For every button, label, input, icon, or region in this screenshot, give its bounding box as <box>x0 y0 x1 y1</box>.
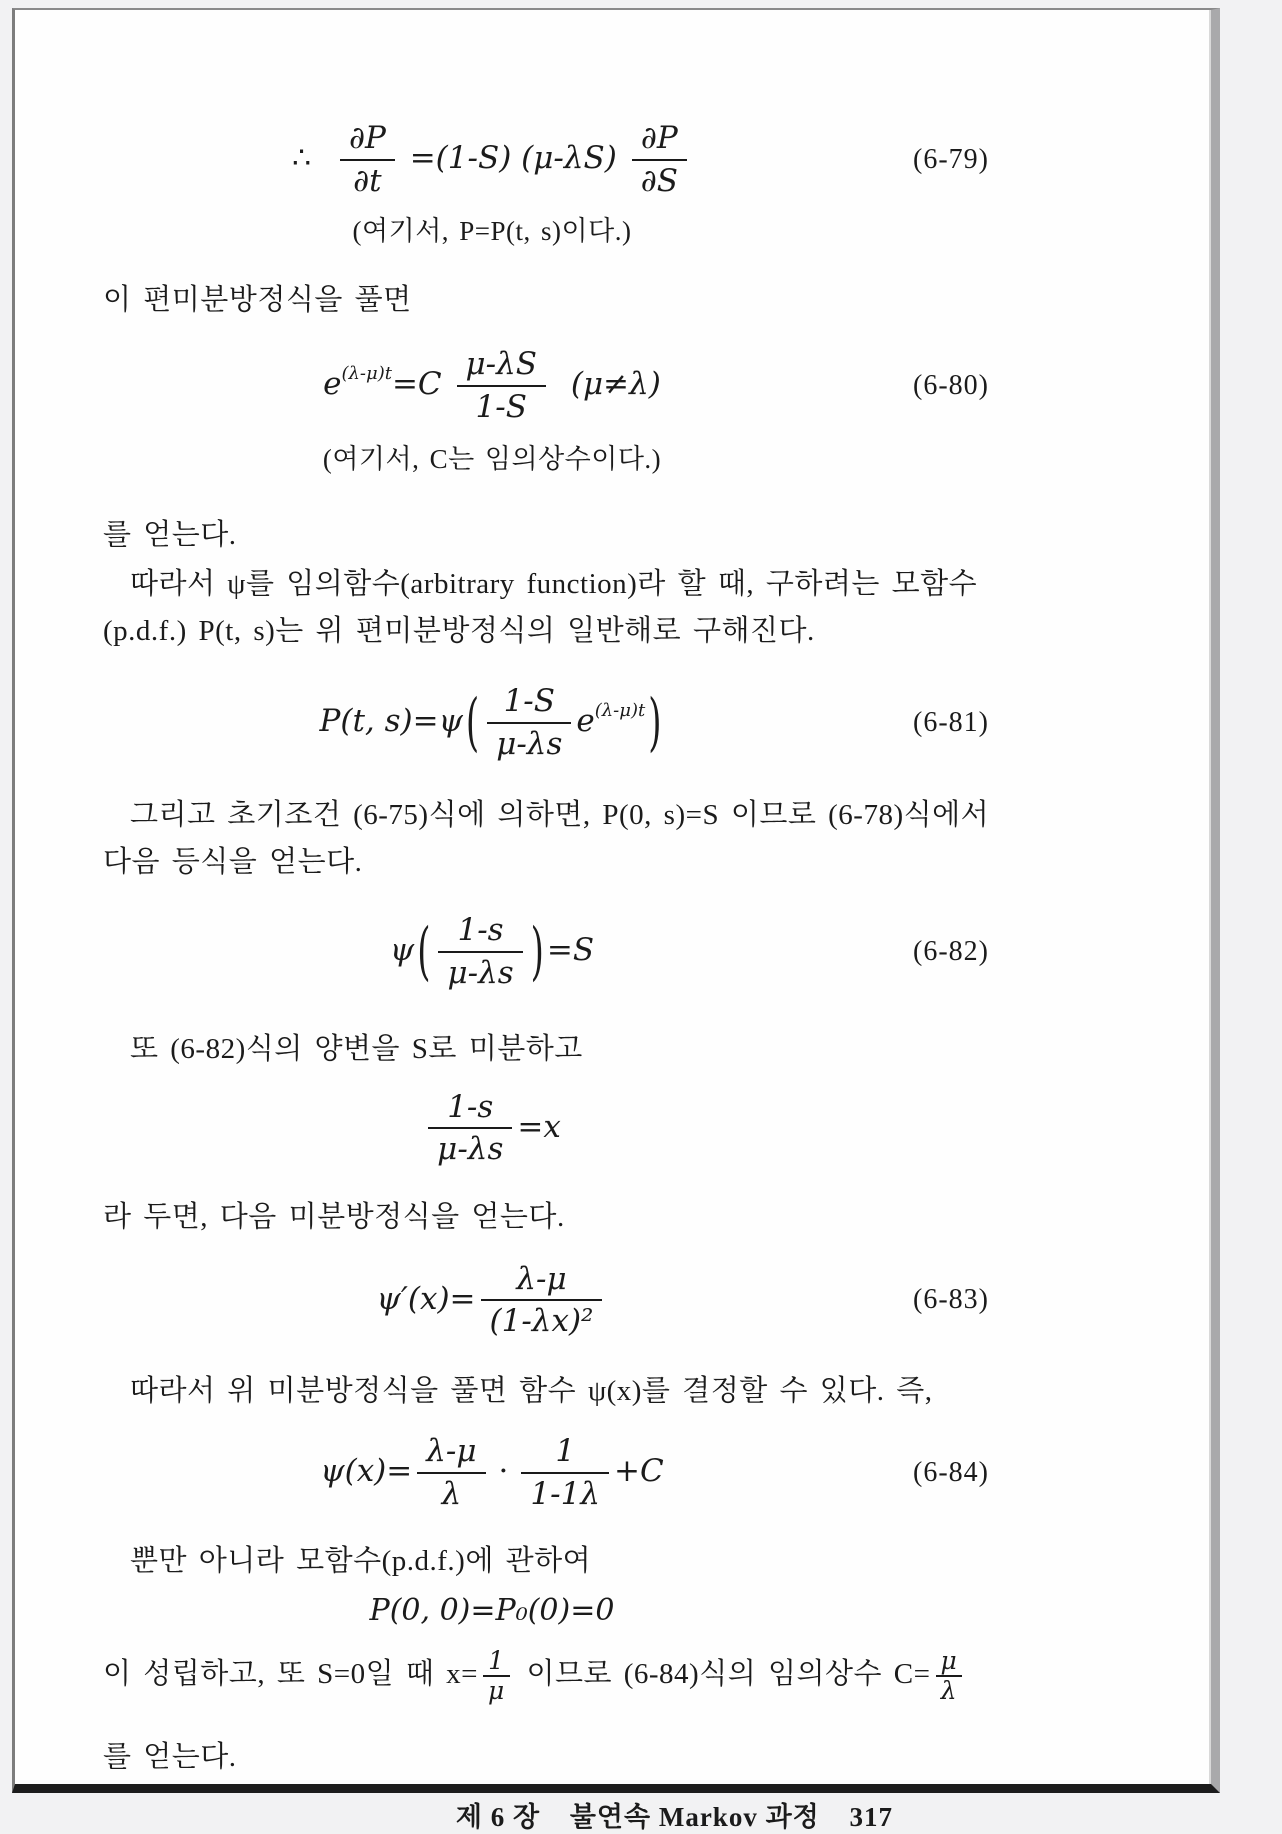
close-paren: ) <box>530 915 544 990</box>
equation-6-80 <box>103 346 1211 425</box>
section-title: 불연속 Markov 과정 <box>569 1802 820 1833</box>
e-base: e <box>576 703 595 740</box>
equation-number: (6-80) <box>913 369 989 401</box>
fraction <box>428 1089 512 1168</box>
equation-lhs: ψ(x)= <box>320 1453 413 1490</box>
paragraph: 라 두면, 다음 미분방정식을 얻는다. <box>103 1200 565 1233</box>
open-paren: ( <box>465 685 480 760</box>
fraction-denominator: 1-S <box>457 385 547 426</box>
fraction <box>487 683 571 762</box>
equation-note: (여기서, P=P(t, s)이다.) <box>352 216 632 247</box>
equation-number: (6-79) <box>913 143 989 175</box>
equation-rhs: +C <box>613 1453 664 1490</box>
equation-6-83 <box>103 1261 1211 1340</box>
fraction-denominator: (1-λx)² <box>481 1299 603 1340</box>
fraction-denominator: 1-1λ <box>521 1472 609 1513</box>
equals-c: =C <box>391 366 442 403</box>
fraction <box>457 346 547 425</box>
paragraph: 를 얻는다. <box>103 1741 237 1774</box>
fraction-numerator: λ-μ <box>516 1260 567 1297</box>
fraction-denominator: μ <box>483 1675 510 1704</box>
paragraph: (p.d.f.) P(t, s)는 위 편미분방정식의 일반해로 구해진다. <box>103 615 815 648</box>
paragraph: 그리고 초기조건 (6-75)식에 의하면, P(0, s)=S 이므로 (6-78)식에서 <box>130 799 990 832</box>
fraction-denominator: λ <box>936 1675 963 1704</box>
fraction <box>632 120 687 199</box>
equation-substitution <box>103 1089 1211 1168</box>
paragraph: 따라서 ψ를 임의함수(arbitrary function)라 할 때, 구하려는 모함수 <box>130 568 978 601</box>
paragraph: 또 (6-82)식의 양변을 S로 미분하고 <box>130 1032 583 1065</box>
fraction <box>936 1645 963 1705</box>
equation-number: (6-84) <box>913 1456 989 1488</box>
fraction <box>417 1433 485 1512</box>
paragraph-text: 이므로 (6-84)식의 임의상수 C= <box>514 1657 931 1690</box>
fraction-numerator: 1 <box>555 1432 576 1469</box>
fraction-denominator: ∂t <box>340 159 395 200</box>
equation-lhs: ψ′(x)= <box>376 1280 476 1317</box>
paragraph: 뿐만 아니라 모함수(p.d.f.)에 관하여 <box>130 1545 592 1578</box>
fraction-numerator: 1 <box>488 1645 505 1675</box>
fraction-denominator: μ-λs <box>438 951 522 992</box>
equation-middle: =(1-S) (μ-λS) <box>409 140 617 177</box>
paragraph: 다음 등식을 얻는다. <box>103 846 363 879</box>
equation-6-81 <box>103 683 1211 762</box>
fraction <box>438 912 522 991</box>
fraction-denominator: μ-λs <box>487 722 571 763</box>
page-number: 317 <box>849 1802 893 1833</box>
fraction <box>481 1261 603 1340</box>
equation-body: P(0, 0)=P₀(0)=0 <box>369 1592 615 1628</box>
close-paren: ) <box>648 685 662 760</box>
fraction-numerator: 1-s <box>447 1088 494 1125</box>
equation-rhs: =S <box>546 932 595 969</box>
fraction-numerator: λ-μ <box>426 1432 477 1469</box>
fraction-denominator: λ <box>417 1472 485 1513</box>
fraction-numerator: ∂P <box>640 120 678 156</box>
therefore-symbol: ∴ <box>292 141 312 177</box>
equation-6-79 <box>103 120 1211 199</box>
center-dot: · <box>498 1453 509 1490</box>
paragraph: 를 얻는다. <box>103 519 237 552</box>
fraction <box>340 120 395 199</box>
paragraph: 이 편미분방정식을 풀면 <box>103 284 412 317</box>
fraction-numerator: μ-λS <box>465 346 538 383</box>
equation-6-82 <box>103 912 1211 991</box>
equation-initial-condition <box>103 1591 1211 1628</box>
chapter-label: 제 6 장 <box>455 1802 541 1833</box>
exponent: (λ-μ)t <box>341 362 392 384</box>
equation-condition: (μ≠λ) <box>570 366 661 403</box>
book-page <box>12 8 1220 1833</box>
paragraph-with-fractions <box>103 1645 1211 1705</box>
e-base: e <box>323 366 342 403</box>
equation-number: (6-82) <box>913 936 989 968</box>
open-paren: ( <box>417 915 431 990</box>
paragraph: 따라서 위 미분방정식을 풀면 함수 ψ(x)를 결정할 수 있다. 즉, <box>130 1374 933 1407</box>
page-content <box>15 10 1211 1834</box>
fraction-denominator: ∂S <box>632 159 687 200</box>
exponent: (λ-μ)t <box>594 700 646 722</box>
equation-rhs: =x <box>517 1108 561 1145</box>
equation-lhs: ψ <box>389 932 415 969</box>
fraction-denominator: μ-λs <box>428 1127 512 1168</box>
equation-number: (6-83) <box>913 1284 989 1316</box>
paragraph-text: 이 성립하고, 또 S=0일 때 x= <box>103 1657 478 1690</box>
equation-number: (6-81) <box>913 706 989 738</box>
fraction <box>483 1645 510 1705</box>
fraction-numerator: 1-S <box>503 683 555 720</box>
fraction-numerator: 1-s <box>457 912 504 949</box>
equation-6-84 <box>103 1433 1211 1512</box>
equation-lhs <box>323 362 442 403</box>
page-footer <box>103 1795 1211 1834</box>
fraction-numerator: ∂P <box>348 120 386 156</box>
equation-lhs: P(t, s)=ψ <box>319 703 463 740</box>
fraction-numerator: μ <box>940 1645 958 1675</box>
fraction <box>521 1433 609 1512</box>
equation-note: (여기서, C는 임의상수이다.) <box>322 444 662 475</box>
